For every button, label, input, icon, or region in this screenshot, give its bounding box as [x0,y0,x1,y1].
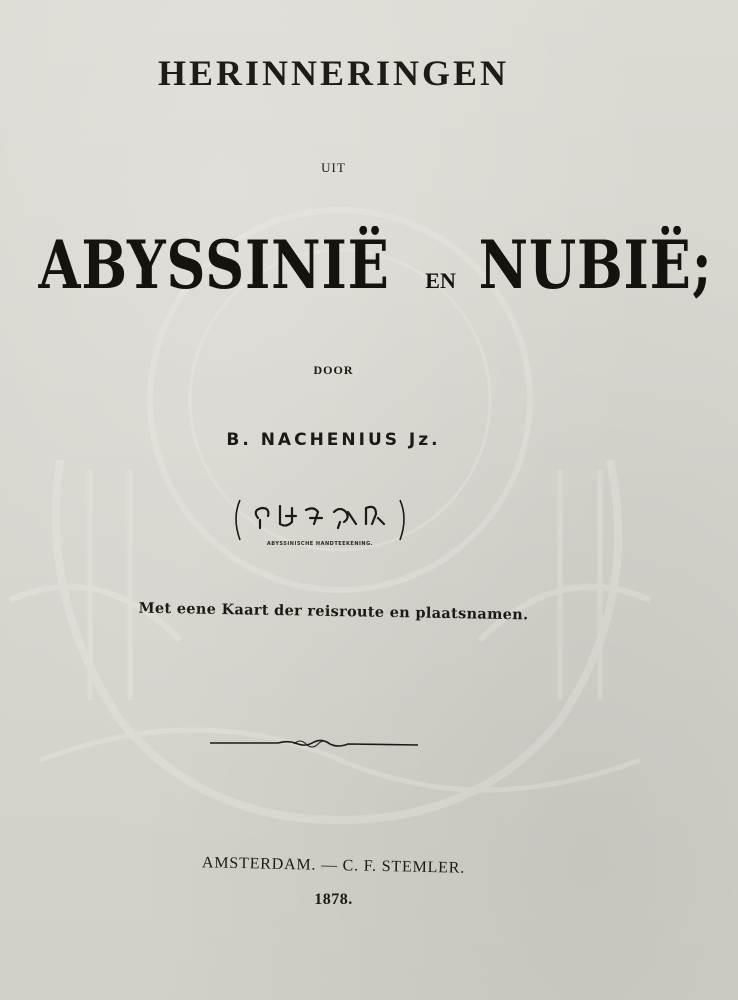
signature-caption: ABYSSINISCHE HANDTEEKENING. [266,541,374,547]
publication-year: 1878. [314,891,353,908]
title-places [0,226,713,304]
publisher-line: AMSTERDAM. — C. F. STEMLER. [201,854,466,877]
title-uit: UIT [321,160,346,175]
title-abyssinie: ABYSSINIË [38,226,390,304]
subtitle-map: Met eene Kaart der reisroute en plaatsnamen. [138,599,529,624]
door-label: DOOR [313,363,354,377]
title-nubie: NUBIË; [478,226,713,304]
title-en: EN [425,268,456,293]
ornamental-divider [208,734,420,754]
author-name: B. NACHENIUS Jz. [226,430,441,450]
title-herinneringen: HERINNERINGEN [157,53,510,93]
